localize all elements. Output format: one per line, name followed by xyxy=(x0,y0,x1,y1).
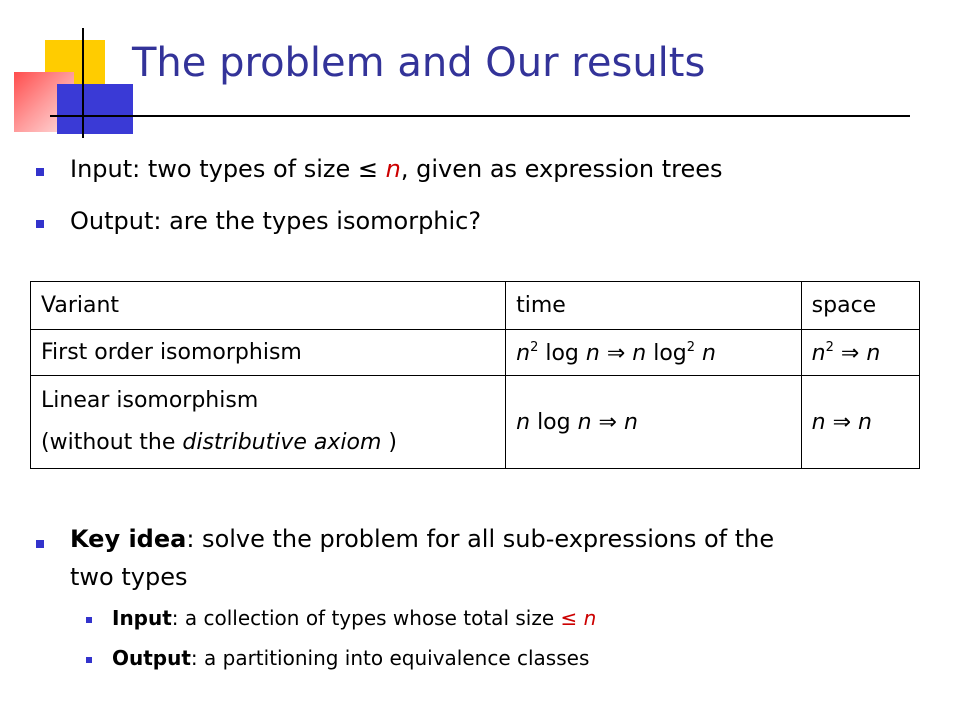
decor-vertical-line xyxy=(82,28,84,138)
key-idea-text: : solve the problem for all sub-expressions of the xyxy=(186,525,775,553)
log-text: log xyxy=(538,340,586,366)
bullet-input-text: Input: two types of size xyxy=(70,155,358,183)
var: n xyxy=(811,340,826,366)
sub-bullet-output xyxy=(112,646,589,670)
exponent: 2 xyxy=(825,339,834,355)
leq-symbol: ≤ xyxy=(560,606,578,630)
sub-bullet-marker xyxy=(86,617,92,623)
implies-symbol: ⇒ xyxy=(599,340,633,366)
leq-symbol: ≤ xyxy=(357,155,378,183)
variable-n: n xyxy=(583,606,597,630)
sub-bullet-text: : a partitioning into equivalence classes xyxy=(190,646,590,670)
key-idea-continuation: two types xyxy=(70,563,188,591)
exponent: 2 xyxy=(530,339,539,355)
header-variant: Variant xyxy=(31,282,506,330)
variant-text: ) xyxy=(381,430,397,456)
cell-space xyxy=(801,330,919,376)
log-text: log xyxy=(646,340,687,366)
decor-blue-square xyxy=(57,84,133,134)
sub-bullet-marker xyxy=(86,657,92,663)
key-idea-label: Key idea xyxy=(70,525,187,553)
bullet-key-idea xyxy=(70,525,774,553)
var: n xyxy=(516,409,531,435)
sub-bullet-label: Output xyxy=(112,646,191,670)
log-text: log xyxy=(530,409,578,435)
implies-symbol: ⇒ xyxy=(825,409,859,435)
bullet-input xyxy=(70,155,723,183)
table-row xyxy=(31,330,920,376)
space xyxy=(378,155,386,183)
header-time: time xyxy=(506,282,802,330)
var: n xyxy=(577,409,592,435)
cell-space xyxy=(801,376,919,469)
table-header-row xyxy=(31,282,920,330)
bullet-marker xyxy=(36,220,44,228)
cell-time xyxy=(506,376,802,469)
variant-text: (without the xyxy=(41,430,183,456)
variant-italic: distributive axiom xyxy=(182,430,382,456)
implies-symbol: ⇒ xyxy=(591,409,624,435)
cell-time xyxy=(506,330,802,376)
bullet-output: Output: are the types isomorphic? xyxy=(70,207,482,235)
var: n xyxy=(623,409,638,435)
var: n xyxy=(866,340,881,366)
var: n xyxy=(632,340,647,366)
var: n xyxy=(811,409,826,435)
variant-line: Linear isomorphism xyxy=(41,388,259,414)
header-space: space xyxy=(801,282,919,330)
variable-n: n xyxy=(385,155,401,183)
var: n xyxy=(695,340,716,366)
slide-title: The problem and Our results xyxy=(132,40,706,86)
var: n xyxy=(516,340,531,366)
bullet-marker xyxy=(36,168,44,176)
cell-variant: First order isomorphism xyxy=(31,330,506,376)
cell-variant xyxy=(31,376,506,469)
bullet-marker xyxy=(36,540,44,548)
results-table xyxy=(30,281,920,469)
var: n xyxy=(858,409,872,435)
exponent: 2 xyxy=(686,339,696,355)
sub-bullet-label: Input xyxy=(112,606,172,630)
implies-symbol: ⇒ xyxy=(833,340,867,366)
sub-bullet-text: : a collection of types whose total size xyxy=(171,606,561,630)
bullet-input-text-end: , given as expression trees xyxy=(400,155,723,183)
title-underline xyxy=(50,115,910,117)
variant-line xyxy=(41,422,505,464)
table-row xyxy=(31,376,920,469)
var: n xyxy=(585,340,600,366)
sub-bullet-input xyxy=(112,606,596,630)
